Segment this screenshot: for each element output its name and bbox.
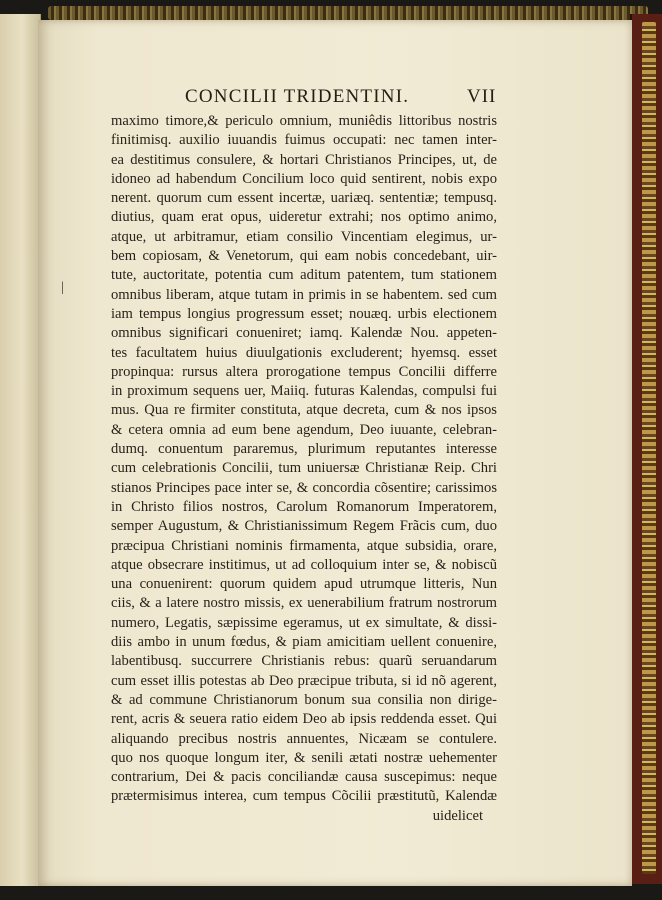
text-line: labentibusq. succurrere Christianis rebus: quarũ seruandarum — [111, 653, 497, 670]
text-line: & cetera omnia ad eum bene agendum, Deo iuuante, celebran- — [111, 421, 497, 438]
text-line: cum esset illis potestas ab Deo præcipue tributa, si id nõ agerent, — [111, 672, 497, 689]
text-line: tes facultatem huius diuulgationis excluderent; hyemsq. esset — [111, 344, 497, 361]
text-line: tute, auctoritate, potentia cum aditum patentem, tum stationem — [111, 267, 497, 284]
text-line: cum celebrationis Concilii, tum uniuersæ Christianæ Reip. Chri — [111, 460, 497, 477]
text-line: prætermisimus interea, cum tempus Cõcilii præstitutũ, Kalendæ — [111, 788, 497, 805]
text-line: diis ambo in unum fœdus, & piam amicitiam uellent conuenire, — [111, 634, 497, 651]
text-line: numero, Legatis, sæpissime egeramus, ut ex simultate, & dissi- — [111, 614, 497, 631]
text-line: aliquando precibus nostris annuentes, Nicæam se contulere. — [111, 730, 497, 747]
text-line: quo nos quoque longum iter, & senili ætati nostræ uehementer — [111, 749, 497, 766]
text-line: in proximum sequens uer, Maiiq. futuras Kalendas, compulsi fui — [111, 383, 497, 400]
text-line: iam tempus longius progressum esset; nouæq. urbis electionem — [111, 305, 497, 322]
text-line: bem copiosam, & Venetorum, qui eam nobis concedebant, uir- — [111, 248, 497, 265]
text-line: atque obsecrare institimus, ut ad colloquium inter se, & nobiscũ — [111, 556, 497, 573]
text-line: ea destitimus consulere, & hortari Christianos Principes, ut, de — [111, 151, 497, 168]
gilt-edge-decoration — [642, 22, 656, 874]
text-line: semper Augustum, & Christianissimum Regem Frãcis cum, duo — [111, 518, 497, 535]
text-line: diutius, quam erat opus, uideretur extrahi; nos optimo animo, — [111, 209, 497, 226]
text-line: atque, ut arbitramur, etiam consilio Vincentiam elegimus, ur- — [111, 228, 497, 245]
body-text — [111, 112, 497, 826]
margin-mark: | — [61, 280, 64, 295]
text-line: una conuenirent: quorum quidem apud utrumque litteris, Nun — [111, 576, 497, 593]
text-line: maximo timore,& periculo omnium, muniêdis littoribus nostris — [111, 113, 497, 129]
text-line: rent, acris & seuera ratio eidem Deo ab ipsis reddenda esset. Qui — [111, 711, 497, 728]
text-line: stianos Principes pace inter se, & concordia cõsentire; carissimos — [111, 479, 497, 496]
text-line: finitimisq. auxilio iuuandis fuimus occupati: nec tamen inter- — [111, 132, 497, 149]
text-line: præcipua Christiani nominis firmamenta, atque subsidia, orare, — [111, 537, 497, 554]
text-line: nerent. quorum cum essent incertæ, uariæq. sententiæ; tempusq. — [111, 190, 497, 207]
book-binding-top-edge — [48, 6, 648, 20]
text-line: propinqua: rursus altera prorogatione tempus Concilii differre — [111, 363, 497, 380]
text-line: omnibus significari conueniret; iamq. Kalendæ Nou. appeten- — [111, 325, 497, 342]
facing-page-edge — [0, 14, 41, 886]
running-head — [185, 86, 505, 112]
running-title: CONCILII TRIDENTINI. — [185, 86, 410, 107]
text-line: ciis, & a latere nostro missis, ex uenerabilium fratrum nostrorum — [111, 595, 497, 612]
text-line: omnibus liberam, atque tutam in primis in se habentem. sed cum — [111, 286, 497, 303]
catchword: uidelicet — [432, 807, 483, 824]
text-line: mus. Qua re firmiter constituta, atque decreta, cum & nos ipsos — [111, 402, 497, 419]
text-line: contrarium, Dei & pacis conciliandæ causa suscepimus: neque — [111, 769, 497, 786]
text-line: dumq. conuentum pararemus, plurimum reputantes interesse — [111, 441, 497, 458]
text-line: idoneo ad habendum Concilium loco quid sentirent, nobis expo — [111, 170, 497, 187]
text-line: in Christo filios nostros, Carolum Romanorum Imperatorem, — [111, 498, 497, 515]
text-line: & ad commune Christianorum bonum sua consilia non dirige- — [111, 691, 497, 708]
folio-number: VII — [467, 86, 497, 107]
